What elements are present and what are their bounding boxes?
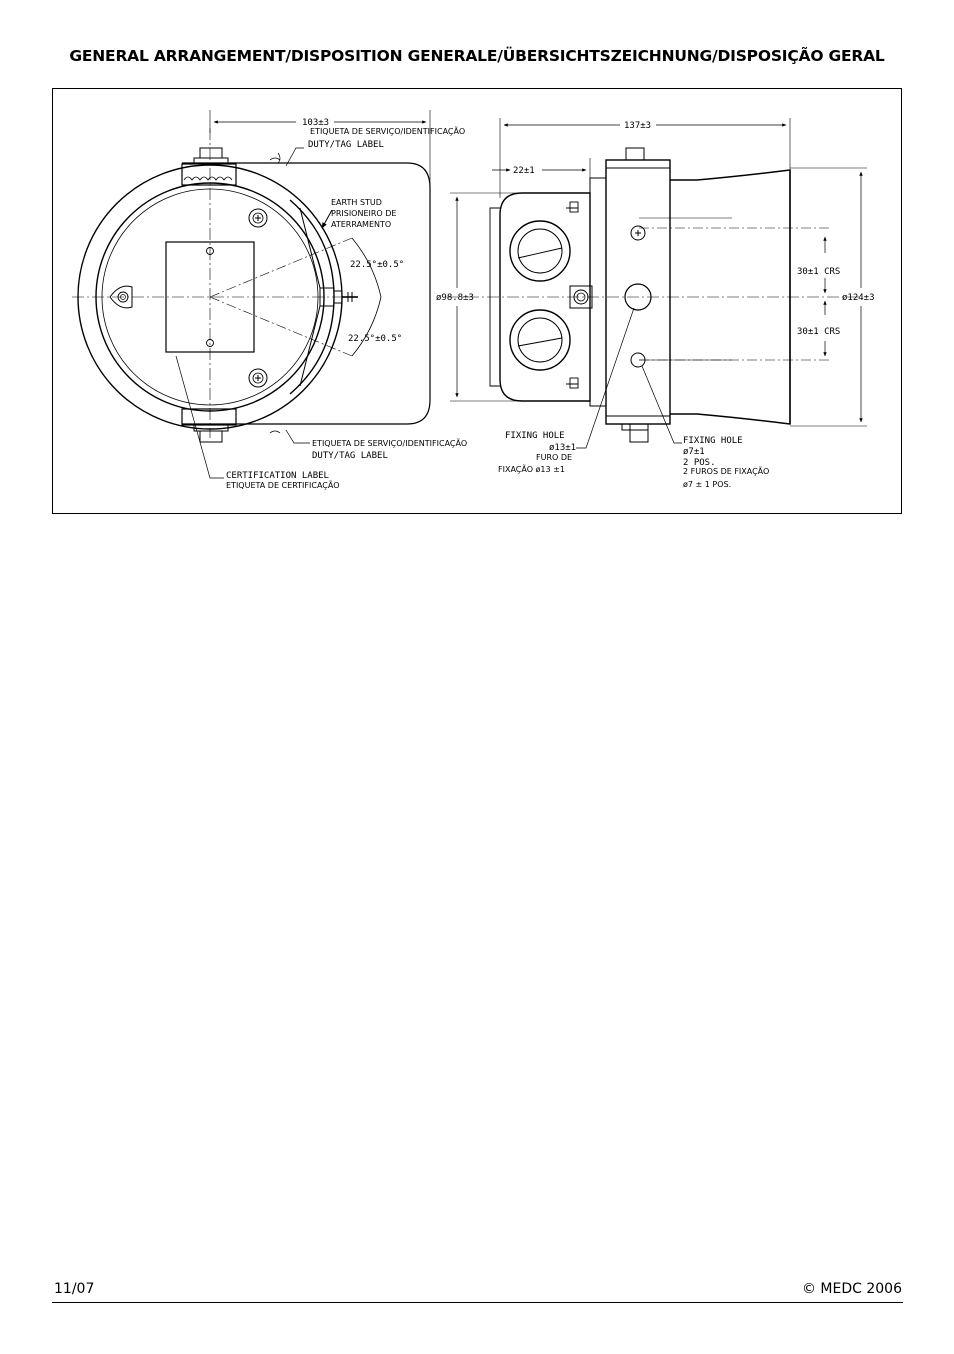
dimension-length-side: 137±3 xyxy=(623,120,651,131)
tag-label-top-pt: ETIQUETA DE SERVIÇO/IDENTIFICAÇÃO xyxy=(309,126,465,136)
footer-date: 11/07 xyxy=(54,1281,95,1297)
bottom-bolt-head xyxy=(200,431,222,442)
certification-label-pt: ETIQUETA DE CERTIFICAÇÃO xyxy=(225,480,340,490)
fixing-hole-side-en-1: FIXING HOLE xyxy=(682,435,743,446)
earth-stud-label-en: EARTH STUD xyxy=(330,197,382,207)
footer-rule xyxy=(52,1302,903,1303)
dimension-width-front: 103±3 xyxy=(301,117,329,128)
tag-label-bottom-en: DUTY/TAG LABEL xyxy=(311,450,388,461)
fixing-hole-side-pt-2: ø7 ± 1 POS. xyxy=(682,479,731,489)
earth-stud-label-pt-2: ATERRAMENTO xyxy=(330,219,391,229)
dimension-flange: 22±1 xyxy=(512,165,535,176)
top-clamp-thread xyxy=(184,177,232,180)
angle-top-label: 22.5°±0.5° xyxy=(349,259,404,270)
dimension-centres-top: 30±1 CRS xyxy=(796,266,840,277)
general-arrangement-drawing xyxy=(52,88,902,514)
certification-label-en: CERTIFICATION LABEL xyxy=(225,470,329,481)
fixing-hole-center-en-1: FIXING HOLE xyxy=(504,430,565,441)
side-view xyxy=(447,118,867,448)
bezel-screw-top xyxy=(249,209,267,227)
side-bracket xyxy=(606,160,670,424)
dimension-centres-bottom: 30±1 CRS xyxy=(796,326,840,337)
fixing-hole-side-en-3: 2 POS. xyxy=(682,457,716,468)
fixing-hole-side-en-2: ø7±1 xyxy=(682,446,705,457)
tag-label-top-en: DUTY/TAG LABEL xyxy=(307,139,384,150)
footer-copyright: © MEDC 2006 xyxy=(801,1281,902,1297)
fixing-hole-center-en-2: ø13±1 xyxy=(548,442,576,453)
top-bolt-head xyxy=(200,148,222,158)
fixing-hole-center-pt-1: FURO DE xyxy=(535,452,572,462)
cable-entry-bottom xyxy=(510,310,570,370)
dimension-body-diameter: ø98.8±3 xyxy=(435,292,474,303)
side-view-labels xyxy=(436,121,875,489)
angle-bottom-label: 22.5°±0.5° xyxy=(347,333,402,344)
earth-stud-label-pt-1: PRISIONEIRO DE xyxy=(330,208,396,218)
fixing-hole-side-pt-1: 2 FUROS DE FIXAÇÃO xyxy=(682,466,769,476)
front-view-labels xyxy=(226,118,467,490)
tag-label-bottom-pt: ETIQUETA DE SERVIÇO/IDENTIFICAÇÃO xyxy=(311,438,467,448)
drawing-frame xyxy=(52,88,902,514)
page-title: GENERAL ARRANGEMENT/DISPOSITION GENERALE/ÜBERSICHTSZEICHNUNG/DISPOSIÇÃO GERAL xyxy=(69,47,885,65)
fixing-hole-center-pt-2: FIXAÇÃO ø13 ±1 xyxy=(497,464,565,474)
cable-entry-top xyxy=(510,221,570,281)
dimension-horn-diameter: ø124±3 xyxy=(841,292,875,303)
front-view xyxy=(72,110,430,478)
bezel-screw-bottom xyxy=(249,369,267,387)
